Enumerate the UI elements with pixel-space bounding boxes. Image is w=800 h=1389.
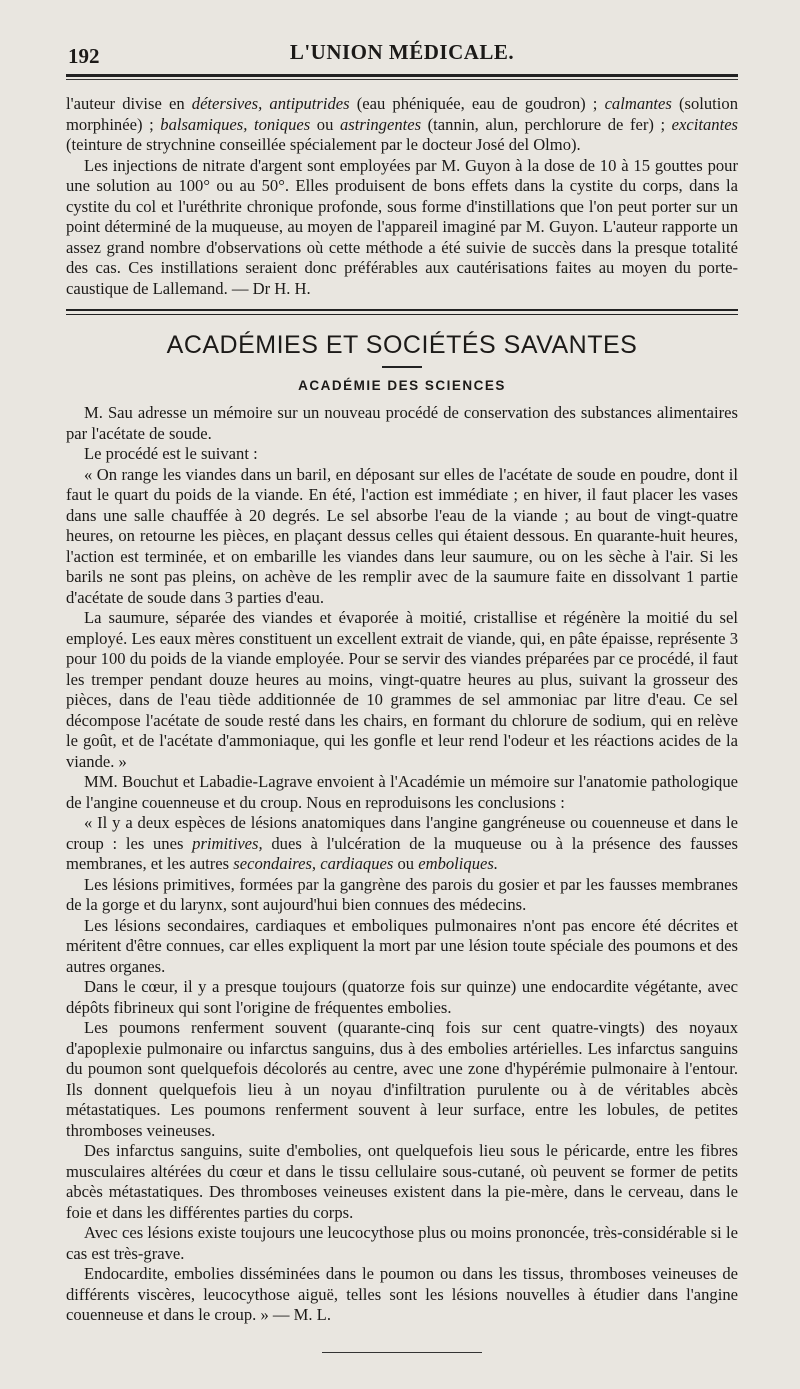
paragraph xyxy=(66,977,738,1018)
text-run: « Il y a deux espèces de lésions anatomiques dans l'angine gangréneuse ou couenneuse et dans le croup : les unes xyxy=(66,813,738,853)
page-header xyxy=(66,34,738,68)
text-run: MM. Bouchut et Labadie-Lagrave envoient à l'Académie un mémoire sur l'anatomie pathologique de l'angine couenneuse et du croup. Nous en reproduisons les conclusions : xyxy=(66,772,738,812)
paragraph xyxy=(66,1018,738,1141)
text-run: Dans le cœur, il y a presque toujours (quatorze fois sur quinze) une endocardite végétante, avec dépôts fibrineux qui sont l'origine de fréquentes embolies. xyxy=(66,977,738,1017)
italic-run: astringentes xyxy=(339,114,422,134)
paragraph xyxy=(66,94,738,156)
text-run: La saumure, séparée des viandes et évaporée à moitié, cristallise et régénère la moitié du sel employé. Les eaux mères constituent un excellent extrait de viande, qui, en pâte épaisse, représente 3 pour 100 du poids de la viande employée. Pour se servir des viandes préparées par ce procédé, il faut les tremper pendant douze heures au moins, vingt-quatre heures au plus, suivant la grosseur des pièces, dans de l'eau tiède additionnée de 10 grammes de sel ammoniac par litre d'eau. Ce sel décompose l'acétate de soude resté dans les chairs, en formant du chlorure de sodium, qui en relève le goût, et de l'acétate d'ammoniaque, qui les gonfle et leur rend l'odeur et les réactions acides de la viande. » xyxy=(66,608,738,771)
text-run: « On range les viandes dans un baril, en déposant sur elles de l'acétate de soude en poudre, dont il faut le quart du poids de la viande. En été, l'action est immédiate ; en hiver, il faut placer les vases dans une salle chauffée à 20 degrés. Le sel absorbe l'eau de la viande ; au bout de vingt-quatre heures, on retourne les pièces, en plaçant dessus celles qui étaient dessous. En quarante-huit heures, l'action est terminée, et on embarille les viandes dans leur saumure, ou on les sèche à l'air. Si les barils ne sont pas pleins, on achève de les remplir avec de la saumure faite en dissolvant 1 partie d'acétate de soude dans 3 parties d'eau. xyxy=(66,464,738,607)
paragraph xyxy=(66,1264,738,1326)
italic-run: excitantes xyxy=(671,114,739,134)
header-rule xyxy=(66,74,738,77)
title-rule xyxy=(382,366,422,368)
text-run: M. Sau adresse un mémoire sur un nouveau procédé de conservation des substances alimentaires par l'acétate de soude. xyxy=(66,403,738,443)
text-run: Le procédé est le suivant : xyxy=(84,444,258,463)
article-body xyxy=(66,403,738,1326)
paragraph xyxy=(66,444,738,465)
italic-run: détersives, antiputrides xyxy=(191,94,350,113)
text-run: Les lésions primitives, formées par la gangrène des parois du gosier et par les fausses membranes de la gorge et du larynx, sont aujourd'hui bien connues des médecins. xyxy=(66,874,738,914)
paragraph xyxy=(66,403,738,444)
paragraph xyxy=(66,875,738,916)
text-run: dues à l'ulcération de la muqueuse ou à la présence des fausses membranes, et les autres xyxy=(66,833,738,873)
paragraph xyxy=(66,916,738,978)
text-run: (eau phéniquée, eau de goudron) ; xyxy=(349,94,605,113)
section-title: ACADÉMIES ET SOCIÉTÉS SAVANTES xyxy=(166,331,638,359)
paragraph xyxy=(66,1223,738,1264)
italic-run: balsamiques, toniques xyxy=(160,114,311,134)
subsection-title: ACADÉMIE DES SCIENCES xyxy=(298,378,506,393)
italic-run: emboliques. xyxy=(418,854,498,873)
text-run: l'auteur divise en xyxy=(66,94,192,113)
section-separator xyxy=(66,309,738,315)
text-run: (teinture de strychnine conseillée spécialement par le docteur José del Olmo). xyxy=(66,135,581,154)
text-run: (tannin, alun, perchlorure de fer) ; xyxy=(421,114,672,134)
text-run: Endocardite, embolies disséminées dans le poumon ou dans les tissus, thromboses veineuses de différents viscères, leucocythose aiguë, telles sont les lésions nouvelles à étudier dans l'angine couenneuse et dans le croup. » — M. L. xyxy=(66,1264,738,1324)
intro-text xyxy=(66,94,738,299)
paragraph xyxy=(66,156,738,300)
text-run: Avec ces lésions existe toujours une leucocythose plus ou moins prononcée, très-considérable si le cas est très-grave. xyxy=(66,1223,738,1263)
text-run: Des infarctus sanguins, suite d'embolies, ont quelquefois lieu sous le péricarde, entre les fibres musculaires altérées du cœur et dans le tissu cellulaire sous-cutané, où peuvent se former de petits abcès métastatiques. Des thromboses veineuses existent dans la pie-mère, dans le cerveau, dans le foie et dans les différentes parties du corps. xyxy=(66,1141,738,1222)
paragraph xyxy=(66,813,738,875)
header-rule-thin xyxy=(66,79,738,80)
text-run: ou xyxy=(393,854,419,873)
text-run: Les lésions secondaires, cardiaques et emboliques pulmonaires n'ont pas encore été décrites et méritent d'être connues, car elles expliquent la mort par une lésion toute spéciale des poumons et des autres organes. xyxy=(66,915,738,976)
paragraph xyxy=(66,772,738,813)
italic-run: secondaires, cardiaques xyxy=(233,854,394,873)
text-run: Les poumons renferment souvent (quarante-cinq fois sur cent quatre-vingts) des noyaux d'apoplexie pulmonaire ou infarctus sanguins, dus à des embolies artérielles. Les infarctus sanguins du poumon sont quelquefois décolorés au centre, avec une zone d'hypérémie pulmonaire à l'entour. Ils donnent quelquefois lieu à un noyau d'infiltration purulente ou à de véritables abcès métastatiques. Les poumons renferment souvent à leur surface, entre les lobules, de petites thromboses veineuses. xyxy=(66,1018,738,1140)
italic-run: primitives, xyxy=(192,833,263,853)
paragraph xyxy=(66,465,738,609)
running-title: L'UNION MÉDICALE. xyxy=(289,40,515,64)
end-rule xyxy=(322,1352,482,1353)
paragraph xyxy=(66,608,738,772)
text-run: Les injections de nitrate d'argent sont employées par M. Guyon à la dose de 10 à 15 gouttes pour une solution au 100° ou au 50°. Elles produisent de bons effets dans la cystite du corps, dans la cystite du col et l'uréthrite chronique profonde, sous forme d'instillations que l'on peut porter sur un point déterminé de la muqueuse, au moyen de l'appareil imaginé par M. Guyon. L'auteur rapporte un assez grand nombre d'observations où cette méthode a été suivie de succès dans la presque totalité des cas. Ces instillations seraient donc préférables aux cautérisations faites au moyen du porte-caustique de Lallemand. — Dr H. H. xyxy=(66,155,738,298)
italic-run: calmantes xyxy=(604,94,672,113)
text-run: ou xyxy=(310,114,340,134)
page-number: 192 xyxy=(68,44,100,68)
text-run: (solution morphinée) ; xyxy=(66,94,738,134)
paragraph xyxy=(66,1141,738,1223)
